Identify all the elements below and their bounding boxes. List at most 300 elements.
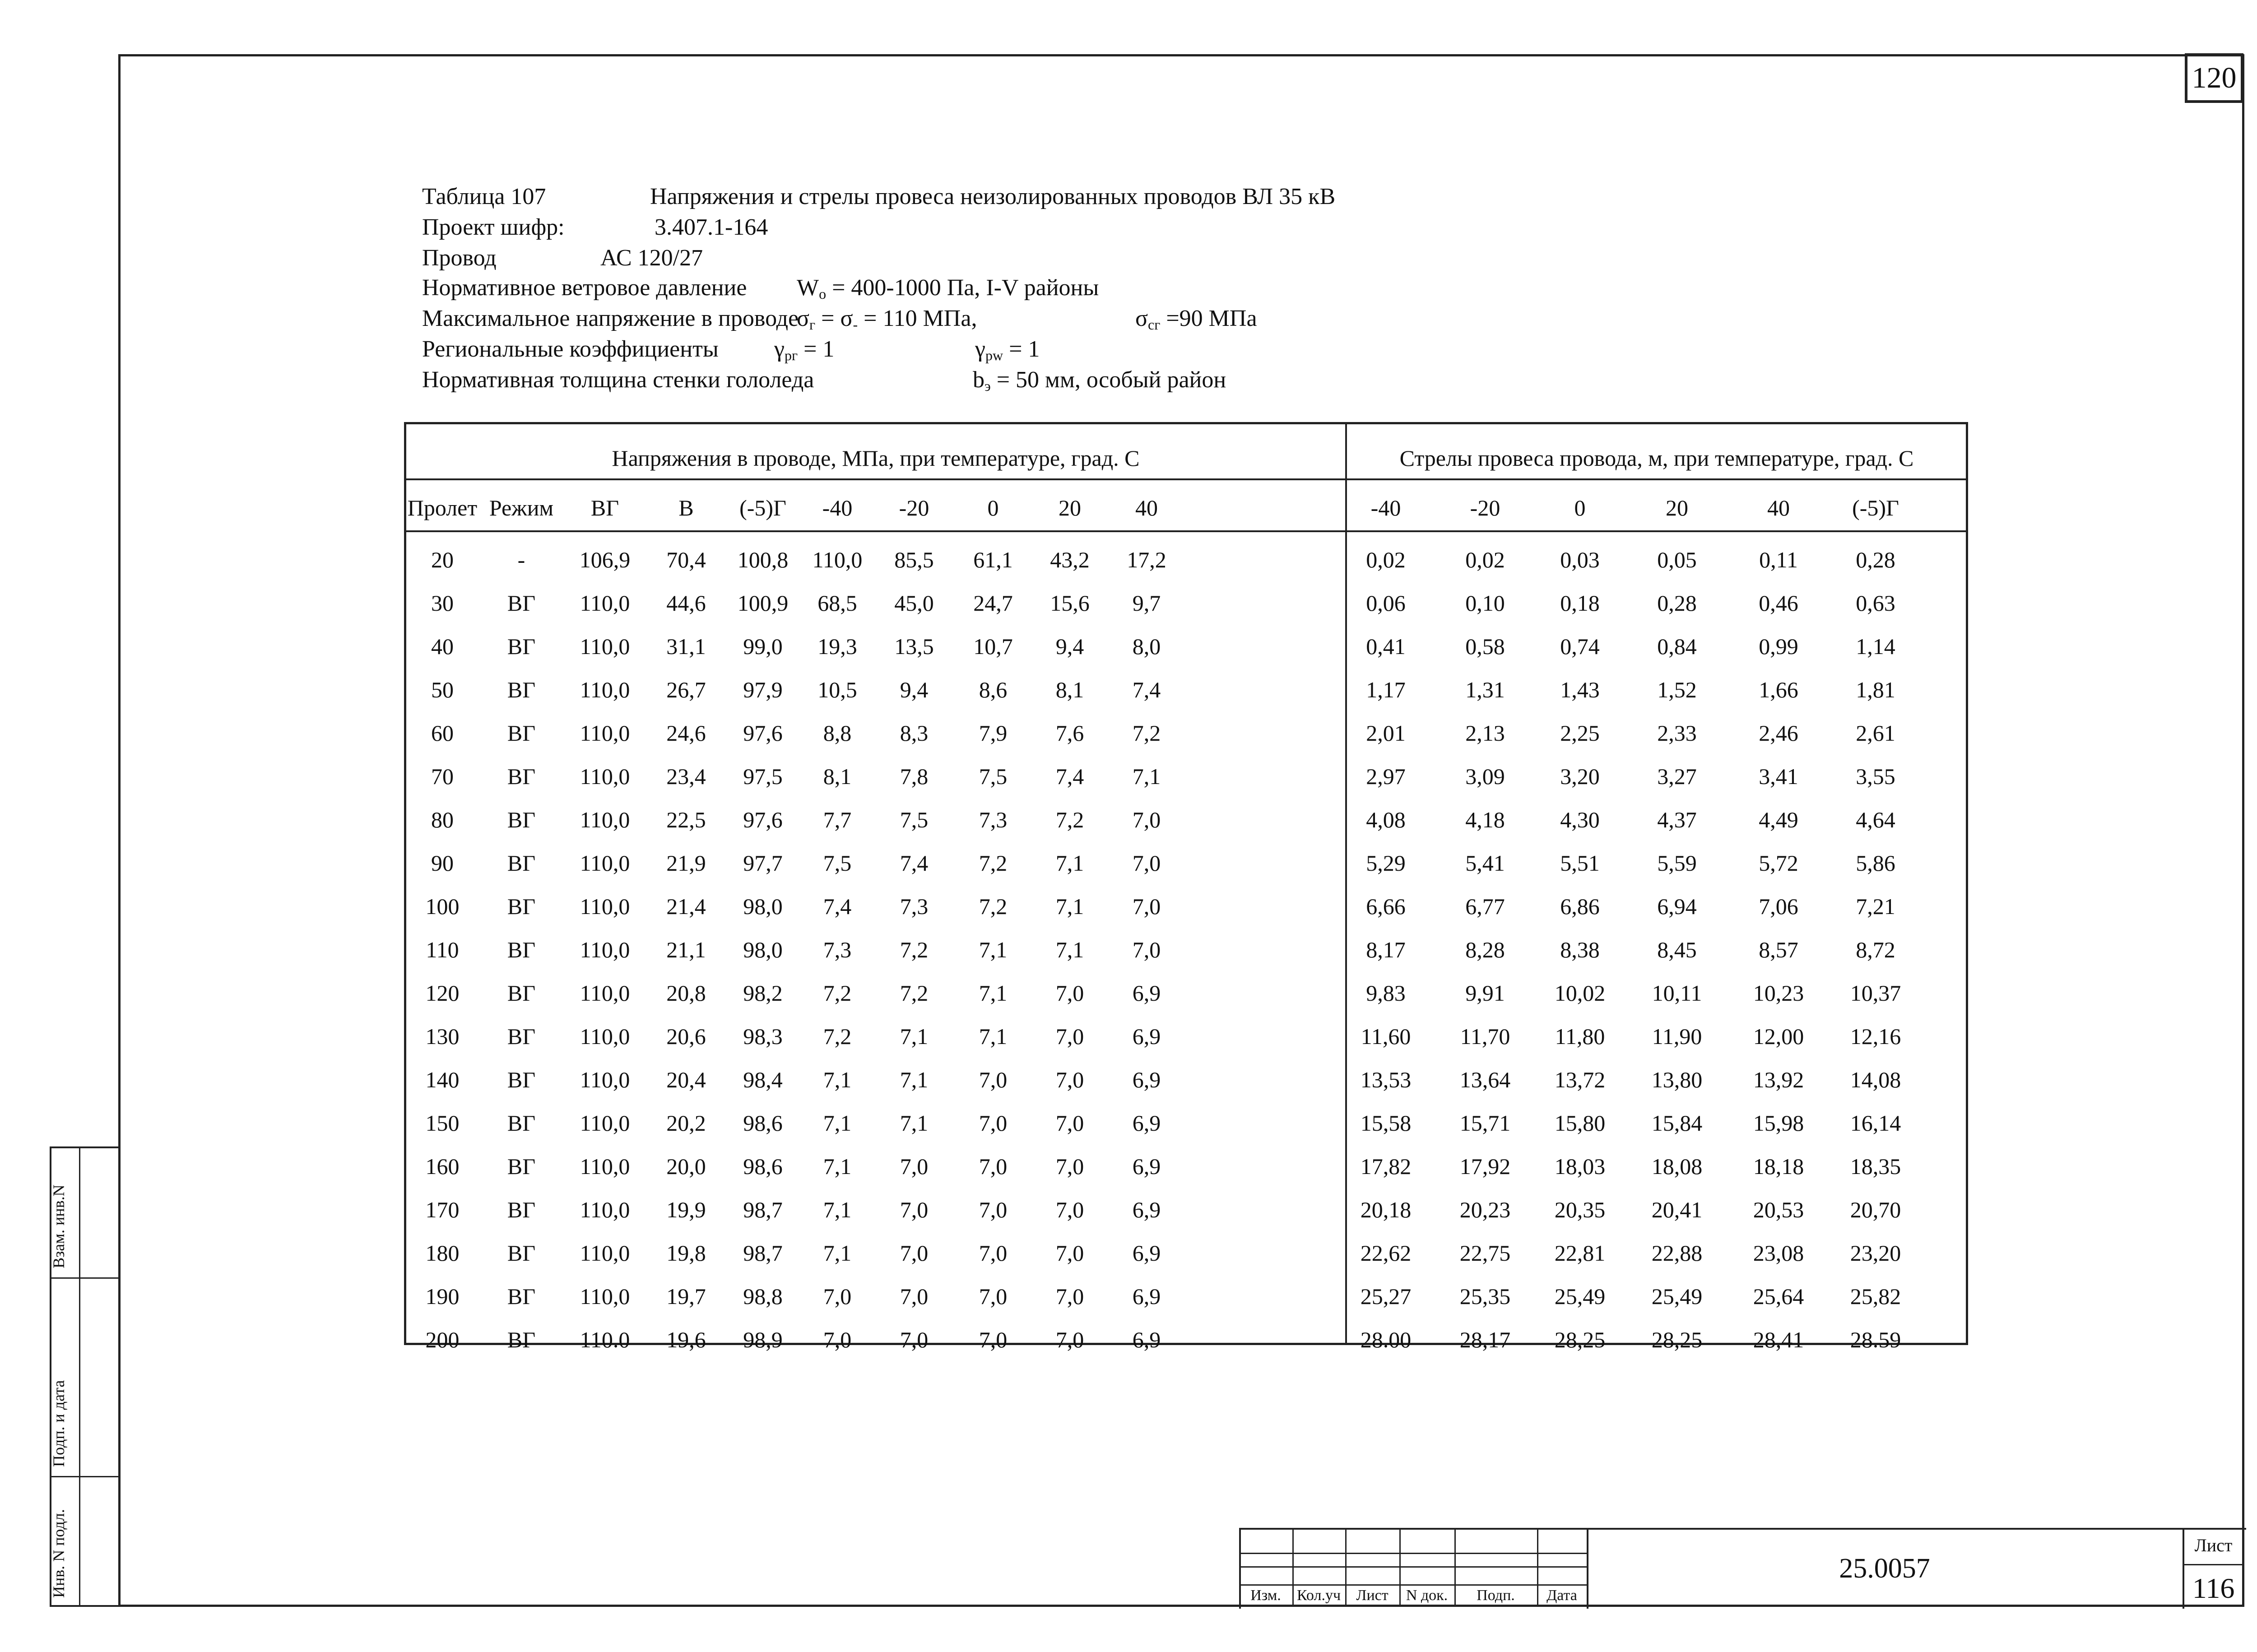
ice-formula: $b_э = 50$ мм, особый район xyxy=(973,367,1226,394)
table-cell: 20,70 xyxy=(1850,1197,1901,1222)
table-cell: 110,0 xyxy=(580,980,630,1006)
table-cell: 7,2 xyxy=(823,1024,852,1049)
table-cell: 7,21 xyxy=(1856,894,1895,919)
table-cell: 7,1 xyxy=(900,1024,929,1049)
table-cell: 7,0 xyxy=(979,1067,1008,1092)
table-cell: 7,4 xyxy=(823,894,852,919)
table-cell: 0,74 xyxy=(1560,634,1600,659)
column-header: -20 xyxy=(899,495,929,520)
table-cell: 17,2 xyxy=(1127,547,1166,572)
table-cell: 20 xyxy=(431,547,454,572)
table-cell: 20,53 xyxy=(1753,1197,1804,1222)
table-cell: 28,41 xyxy=(1753,1327,1804,1352)
table-cell: ВГ xyxy=(507,1327,536,1352)
table-cell: 180 xyxy=(425,1240,460,1266)
table-cell: 6,9 xyxy=(1132,1240,1161,1266)
table-cell: 170 xyxy=(425,1197,460,1222)
column-header: -20 xyxy=(1470,495,1500,520)
table-cell: 18,03 xyxy=(1554,1154,1606,1179)
table-cell: 100 xyxy=(425,894,460,919)
table-cell: 2,13 xyxy=(1465,720,1505,746)
table-cell: 6,9 xyxy=(1132,1110,1161,1136)
table-cell: 8,6 xyxy=(979,677,1008,702)
table-cell: 3,20 xyxy=(1560,764,1600,789)
table-cell: 0,03 xyxy=(1560,547,1600,572)
table-cell: ВГ xyxy=(507,937,536,962)
table-cell: 7,5 xyxy=(823,850,852,876)
table-cell: 21,1 xyxy=(666,937,706,962)
table-cell: 10,7 xyxy=(973,634,1013,659)
table-cell: 110,0 xyxy=(580,937,630,962)
table-cell: 20,4 xyxy=(666,1067,706,1092)
table-cell: 24,7 xyxy=(973,590,1013,616)
table-cell: ВГ xyxy=(507,590,536,616)
table-cell: 7,0 xyxy=(1132,894,1161,919)
table-cell: 7,1 xyxy=(1055,894,1084,919)
table-cell: 98,7 xyxy=(743,1197,783,1222)
table-cell: 1,81 xyxy=(1856,677,1895,702)
table-cell: 7,1 xyxy=(1055,850,1084,876)
stamp-hline xyxy=(1239,1566,1587,1568)
table-cell: 23,20 xyxy=(1850,1240,1901,1266)
table-cell: 110,0 xyxy=(580,1197,630,1222)
table-cell: 98,3 xyxy=(743,1024,783,1049)
table-cell: 70,4 xyxy=(666,547,706,572)
side-label-inv: Инв. N подл. xyxy=(50,1509,68,1598)
table-cell: 120 xyxy=(425,980,460,1006)
table-cell: 20,35 xyxy=(1554,1197,1606,1222)
table-cell: 7,3 xyxy=(823,937,852,962)
table-cell: 6,9 xyxy=(1132,980,1161,1006)
table-cell: 6,9 xyxy=(1132,1154,1161,1179)
table-cell: 98,4 xyxy=(743,1067,783,1092)
table-cell: 6,66 xyxy=(1366,894,1406,919)
table-cell: 7,0 xyxy=(1055,1197,1084,1222)
table-cell: 12,16 xyxy=(1850,1024,1901,1049)
table-cell: 5,59 xyxy=(1657,850,1697,876)
table-cell: 7,2 xyxy=(979,894,1008,919)
table-cell: 7,1 xyxy=(900,1067,929,1092)
table-cell: 40 xyxy=(431,634,454,659)
binding-strip-divider xyxy=(79,1146,80,1607)
table-cell: 25,49 xyxy=(1554,1284,1606,1309)
table-cell: 19,3 xyxy=(817,634,857,659)
table-cell: ВГ xyxy=(507,1110,536,1136)
table-cell: 7,1 xyxy=(823,1154,852,1179)
table-cell: 110,0 xyxy=(580,1110,630,1136)
table-cell: 2,46 xyxy=(1759,720,1798,746)
table-cell: 13,92 xyxy=(1753,1067,1804,1092)
column-header: 0 xyxy=(1574,495,1586,520)
column-header: -40 xyxy=(1370,495,1401,520)
table-cell: 25,35 xyxy=(1459,1284,1511,1309)
table-cell: 6,9 xyxy=(1132,1327,1161,1352)
table-cell: 7,2 xyxy=(1055,807,1084,832)
table-cell: 20,2 xyxy=(666,1110,706,1136)
table-cell: 110.0 xyxy=(580,1327,630,1352)
table-cell: 98,8 xyxy=(743,1284,783,1309)
table-cell: 7,4 xyxy=(1055,764,1084,789)
table-cell: 7,1 xyxy=(823,1240,852,1266)
table-cell: 7,0 xyxy=(900,1327,929,1352)
table-cell: 25,82 xyxy=(1850,1284,1901,1309)
wire-type: АС 120/27 xyxy=(600,245,703,271)
column-header: -40 xyxy=(822,495,853,520)
stamp-label: Кол.уч xyxy=(1296,1587,1341,1604)
table-hline-groups xyxy=(406,478,1966,480)
table-cell: 1,52 xyxy=(1657,677,1697,702)
table-cell: 2,01 xyxy=(1366,720,1406,746)
table-cell: 16,14 xyxy=(1850,1110,1901,1136)
table-cell: 150 xyxy=(425,1110,460,1136)
table-cell: 6,9 xyxy=(1132,1284,1161,1309)
table-cell: 7,5 xyxy=(979,764,1008,789)
table-cell: 0,02 xyxy=(1465,547,1505,572)
table-cell: 7,0 xyxy=(900,1197,929,1222)
stamp-label: Подп. xyxy=(1477,1587,1515,1604)
table-cell: 8,0 xyxy=(1132,634,1161,659)
table-cell: 7,0 xyxy=(1055,1110,1084,1136)
table-cell: 7,3 xyxy=(979,807,1008,832)
table-cell: 10,5 xyxy=(817,677,857,702)
table-cell: 2,61 xyxy=(1856,720,1895,746)
table-cell: 11,80 xyxy=(1555,1024,1605,1049)
column-header: В xyxy=(678,495,694,520)
column-header: (-5)Г xyxy=(1852,495,1899,520)
table-cell: 7,0 xyxy=(979,1110,1008,1136)
table-cell: 98,9 xyxy=(743,1327,783,1352)
binding-strip-hline-1 xyxy=(50,1277,118,1279)
column-header: 40 xyxy=(1135,495,1158,520)
table-cell: 68,5 xyxy=(817,590,857,616)
table-cell: 23,08 xyxy=(1753,1240,1804,1266)
sheet-divider xyxy=(2183,1564,2244,1565)
project-code: 3.407.1-164 xyxy=(655,214,768,240)
table-cell: 8,57 xyxy=(1759,937,1798,962)
table-cell: 97,5 xyxy=(743,764,783,789)
table-cell: 7,6 xyxy=(1055,720,1084,746)
table-cell: 20,8 xyxy=(666,980,706,1006)
table-cell: 97,9 xyxy=(743,677,783,702)
table-cell: 8,1 xyxy=(823,764,852,789)
table-cell: 7,0 xyxy=(1132,937,1161,962)
table-cell: 110,0 xyxy=(580,1154,630,1179)
table-cell: 8,38 xyxy=(1560,937,1600,962)
table-cell: ВГ xyxy=(507,807,536,832)
table-cell: 0,28 xyxy=(1856,547,1895,572)
table-cell: 99,0 xyxy=(743,634,783,659)
table-cell: 7,0 xyxy=(900,1154,929,1179)
table-cell: ВГ xyxy=(507,1197,536,1222)
table-cell: 7,0 xyxy=(1132,807,1161,832)
column-header: 40 xyxy=(1767,495,1790,520)
table-cell: 98,7 xyxy=(743,1240,783,1266)
table-cell: 7,06 xyxy=(1759,894,1798,919)
stamp-label: Дата xyxy=(1546,1587,1577,1604)
side-label-replace: Взам. инв.N xyxy=(50,1184,68,1268)
stamp-label: N док. xyxy=(1406,1587,1448,1604)
table-cell: 110,0 xyxy=(580,1240,630,1266)
table-cell: 98,0 xyxy=(743,937,783,962)
table-cell: ВГ xyxy=(507,1240,536,1266)
project-label: Проект шифр: xyxy=(422,214,565,240)
table-cell: 14,08 xyxy=(1850,1067,1901,1092)
table-cell: 110 xyxy=(426,937,459,962)
table-cell: 9,91 xyxy=(1465,980,1505,1006)
table-cell: 0,02 xyxy=(1366,547,1406,572)
table-cell: ВГ xyxy=(507,1154,536,1179)
table-cell: 22,5 xyxy=(666,807,706,832)
sheet-label: Лист xyxy=(2194,1535,2233,1555)
table-cell: 7,0 xyxy=(823,1284,852,1309)
table-cell: 5,29 xyxy=(1366,850,1406,876)
table-cell: 15,71 xyxy=(1459,1110,1511,1136)
table-cell: 13,72 xyxy=(1554,1067,1606,1092)
table-cell: 5,86 xyxy=(1856,850,1895,876)
page-number: 120 xyxy=(2185,53,2243,103)
table-cell: 7,0 xyxy=(900,1284,929,1309)
table-cell: 11,70 xyxy=(1460,1024,1510,1049)
column-header: 0 xyxy=(987,495,999,520)
table-cell: 6,9 xyxy=(1132,1024,1161,1049)
table-cell: 10,23 xyxy=(1753,980,1804,1006)
table-cell: 19,9 xyxy=(666,1197,706,1222)
table-cell: 30 xyxy=(431,590,454,616)
column-header: Пролет xyxy=(407,495,478,520)
table-cell: 22,88 xyxy=(1651,1240,1703,1266)
table-cell: 25,27 xyxy=(1360,1284,1412,1309)
table-cell: 0,18 xyxy=(1560,590,1600,616)
table-cell: 70 xyxy=(431,764,454,789)
table-cell: ВГ xyxy=(507,894,536,919)
table-cell: ВГ xyxy=(507,980,536,1006)
table-cell: 28,25 xyxy=(1554,1327,1606,1352)
table-cell: 12,00 xyxy=(1753,1024,1804,1049)
table-cell: 4,37 xyxy=(1657,807,1697,832)
table-cell: 2,97 xyxy=(1366,764,1406,789)
table-cell: 19,7 xyxy=(666,1284,706,1309)
table-cell: 15,84 xyxy=(1651,1110,1703,1136)
table-cell: 7,0 xyxy=(1055,1284,1084,1309)
table-cell: ВГ xyxy=(507,1284,536,1309)
table-cell: 7,1 xyxy=(823,1197,852,1222)
ice-label: Нормативная толщина стенки гололеда xyxy=(422,367,814,393)
table-cell: 22,75 xyxy=(1459,1240,1511,1266)
table-cell: 7,0 xyxy=(1055,1067,1084,1092)
table-title: Напряжения и стрелы провеса неизолированных проводов ВЛ 35 кВ xyxy=(650,184,1336,209)
table-cell: 21,9 xyxy=(666,850,706,876)
table-cell: 7,5 xyxy=(900,807,929,832)
table-cell: 18,35 xyxy=(1850,1154,1901,1179)
table-cell: 110,0 xyxy=(580,1067,630,1092)
table-cell: 19,6 xyxy=(666,1327,706,1352)
table-cell: 8,45 xyxy=(1657,937,1697,962)
table-cell: 0,41 xyxy=(1366,634,1406,659)
table-cell: 45,0 xyxy=(894,590,934,616)
table-cell: 7,2 xyxy=(979,850,1008,876)
table-cell: 50 xyxy=(431,677,454,702)
table-cell: 1,43 xyxy=(1560,677,1600,702)
table-cell: 15,80 xyxy=(1554,1110,1606,1136)
table-cell: 11,60 xyxy=(1361,1024,1411,1049)
table-cell: 5,41 xyxy=(1465,850,1505,876)
sheet-number: 116 xyxy=(2192,1572,2235,1604)
column-header: (-5)Г xyxy=(739,495,786,520)
table-cell: 0,46 xyxy=(1759,590,1798,616)
table-cell: 160 xyxy=(425,1154,460,1179)
table-cell: 4,30 xyxy=(1560,807,1600,832)
table-cell: 7,0 xyxy=(979,1284,1008,1309)
table-cell: 100,9 xyxy=(737,590,789,616)
table-cell: 7,2 xyxy=(823,980,852,1006)
table-cell: 110,0 xyxy=(580,850,630,876)
table-cell: 9,4 xyxy=(900,677,929,702)
table-cell: 98,6 xyxy=(743,1154,783,1179)
table-cell: ВГ xyxy=(507,764,536,789)
table-cell: 2,33 xyxy=(1657,720,1697,746)
table-cell: ВГ xyxy=(507,1024,536,1049)
table-cell: 110,0 xyxy=(580,764,630,789)
table-cell: 13,80 xyxy=(1651,1067,1703,1092)
table-cell: 3,09 xyxy=(1465,764,1505,789)
stamp-label: Изм. xyxy=(1250,1587,1281,1604)
table-cell: 7,9 xyxy=(979,720,1008,746)
table-cell: 28.00 xyxy=(1360,1327,1412,1352)
table-cell: 22,62 xyxy=(1360,1240,1412,1266)
table-cell: 22,81 xyxy=(1554,1240,1606,1266)
table-cell: 1,31 xyxy=(1465,677,1505,702)
stress-sag-table xyxy=(404,422,1968,1352)
table-cell: 7,0 xyxy=(979,1197,1008,1222)
table-cell: 106,9 xyxy=(579,547,631,572)
table-cell: 60 xyxy=(431,720,454,746)
table-cell: 0,58 xyxy=(1465,634,1505,659)
table-cell: 44,6 xyxy=(666,590,706,616)
table-cell: 13,64 xyxy=(1459,1067,1511,1092)
table-cell: 140 xyxy=(425,1067,460,1092)
table-cell: 7,1 xyxy=(1132,764,1161,789)
column-header: 20 xyxy=(1059,495,1081,520)
wind-label: Нормативное ветровое давление xyxy=(422,275,747,301)
table-cell: 4,18 xyxy=(1465,807,1505,832)
table-cell: 31,1 xyxy=(666,634,706,659)
table-cell: 18,08 xyxy=(1651,1154,1703,1179)
gamma-pw: $\gamma_{pw} = 1$ xyxy=(975,336,1040,363)
table-cell: 23,4 xyxy=(666,764,706,789)
table-cell: 7,1 xyxy=(823,1110,852,1136)
table-cell: 7,1 xyxy=(823,1067,852,1092)
table-cell: ВГ xyxy=(507,720,536,746)
maxstress-label: Максимальное напряжение в проводе xyxy=(422,306,799,331)
table-cell: 6,9 xyxy=(1132,1197,1161,1222)
table-cell: 0,99 xyxy=(1759,634,1798,659)
table-cell: 10,11 xyxy=(1652,980,1702,1006)
table-cell: 98,6 xyxy=(743,1110,783,1136)
table-cell: 19,8 xyxy=(666,1240,706,1266)
table-cell: 15,6 xyxy=(1050,590,1090,616)
table-cell: ВГ xyxy=(507,850,536,876)
table-cell: 10,37 xyxy=(1850,980,1901,1006)
table-cell: 98,2 xyxy=(743,980,783,1006)
maxstress-formula: $\sigma_г = \sigma_- = 110$ МПа, xyxy=(797,306,977,333)
table-cell: 9,83 xyxy=(1366,980,1406,1006)
table-cell: 130 xyxy=(425,1024,460,1049)
table-cell: 61,1 xyxy=(973,547,1013,572)
table-cell: 97,6 xyxy=(743,720,783,746)
table-cell: 110,0 xyxy=(580,720,630,746)
binding-strip-hline-2 xyxy=(50,1476,118,1477)
table-cell: 5,72 xyxy=(1759,850,1798,876)
side-label-sign: Подп. и дата xyxy=(50,1380,68,1467)
table-cell: 2,25 xyxy=(1560,720,1600,746)
table-cell: 3,41 xyxy=(1759,764,1798,789)
table-cell: 0,63 xyxy=(1856,590,1895,616)
table-cell: 110,0 xyxy=(580,1024,630,1049)
table-cell: ВГ xyxy=(507,677,536,702)
table-cell: 7,7 xyxy=(823,807,852,832)
table-cell: 9,4 xyxy=(1055,634,1084,659)
table-cell: 11,90 xyxy=(1652,1024,1702,1049)
table-cell: 17,82 xyxy=(1360,1154,1412,1179)
table-cell: 20,6 xyxy=(666,1024,706,1049)
stamp-label: Лист xyxy=(1356,1587,1389,1604)
table-cell: 98,0 xyxy=(743,894,783,919)
table-cell: 0,05 xyxy=(1657,547,1697,572)
table-cell: 43,2 xyxy=(1050,547,1090,572)
table-label: Таблица 107 xyxy=(422,184,546,209)
maxstress-formula-2: $\sigma_{сг} =90$ МПа xyxy=(1135,306,1257,333)
table-cell: 1,66 xyxy=(1759,677,1798,702)
table-cell: 7,1 xyxy=(900,1110,929,1136)
table-cell: 7,3 xyxy=(900,894,929,919)
table-cell: 8,28 xyxy=(1465,937,1505,962)
wire-label: Провод xyxy=(422,245,497,271)
table-cell: 28,17 xyxy=(1459,1327,1511,1352)
table-cell: 110,0 xyxy=(580,634,630,659)
table-cell: 0,11 xyxy=(1759,547,1798,572)
table-cell: 20,18 xyxy=(1360,1197,1412,1222)
table-cell: 13,5 xyxy=(894,634,934,659)
table-cell: - xyxy=(517,547,525,572)
table-cell: 7,0 xyxy=(1055,1327,1084,1352)
table-cell: 8,1 xyxy=(1055,677,1084,702)
group-header-sag: Стрелы провеса провода, м, при температуре, град. С xyxy=(1399,445,1914,471)
table-cell: 15,98 xyxy=(1753,1110,1804,1136)
table-cell: 110,0 xyxy=(580,1284,630,1309)
table-hline-header xyxy=(406,530,1966,532)
table-cell: 7,1 xyxy=(1055,937,1084,962)
table-cell: 6,9 xyxy=(1132,1067,1161,1092)
table-cell: ВГ xyxy=(507,634,536,659)
table-cell: 7,1 xyxy=(979,980,1008,1006)
table-cell: 110,0 xyxy=(580,590,630,616)
table-cell: 7,4 xyxy=(1132,677,1161,702)
table-cell: 4,08 xyxy=(1366,807,1406,832)
table-cell: 110,0 xyxy=(580,677,630,702)
table-cell: 7,0 xyxy=(1055,1024,1084,1049)
table-cell: 7,4 xyxy=(900,850,929,876)
table-cell: 24,6 xyxy=(666,720,706,746)
table-cell: 4,64 xyxy=(1856,807,1895,832)
table-cell: 15,58 xyxy=(1360,1110,1412,1136)
group-header-stress: Напряжения в проводе, МПа, при температуре, град. С xyxy=(612,445,1140,471)
table-cell: 9,7 xyxy=(1132,590,1161,616)
table-cell: 10,02 xyxy=(1554,980,1606,1006)
table-cell: 20,23 xyxy=(1459,1197,1511,1222)
stamp-hline xyxy=(1239,1553,1587,1554)
table-cell: 7,1 xyxy=(979,1024,1008,1049)
table-cell: 13,53 xyxy=(1360,1067,1412,1092)
